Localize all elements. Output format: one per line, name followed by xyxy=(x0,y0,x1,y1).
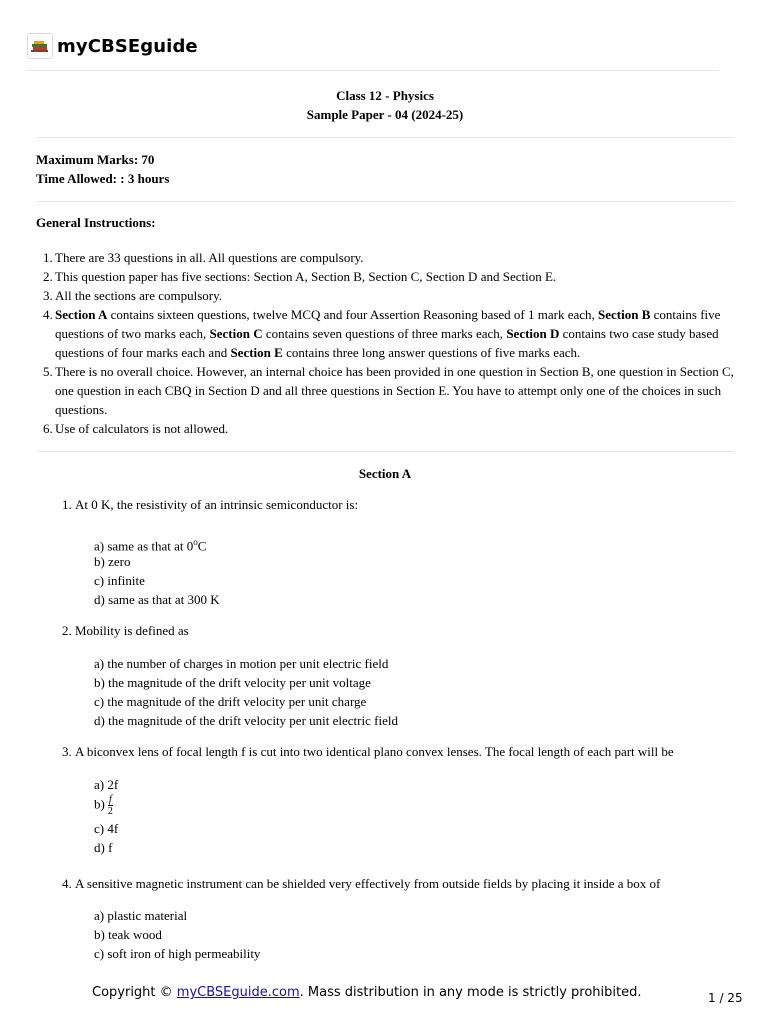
question-4-options xyxy=(94,906,260,963)
option-b[interactable]: b) $\frac{f}{2}$ xyxy=(94,794,113,817)
option-d[interactable]: d) the magnitude of the drift velocity per unit electric field xyxy=(94,713,398,728)
divider xyxy=(36,137,734,138)
option-c[interactable]: c) 4f xyxy=(94,821,119,836)
brand-name: myCBSEguide xyxy=(57,35,198,57)
divider xyxy=(36,201,734,202)
copyright-footer: Copyright © myCBSEguide.com. Mass distribution in any mode is strictly prohibited. xyxy=(92,985,642,1000)
max-marks: Maximum Marks: 70 xyxy=(36,152,155,167)
time-allowed: Time Allowed: : 3 hours xyxy=(36,171,170,186)
instruction-item: 1. There are 33 questions in all. All questions are compulsory. xyxy=(43,250,364,265)
general-instructions-heading: General Instructions: xyxy=(36,215,156,230)
option-c[interactable]: c) the magnitude of the drift velocity per unit charge xyxy=(94,694,367,709)
paper-title-sample: Sample Paper - 04 (2024-25) xyxy=(306,107,464,122)
question-1-options xyxy=(94,533,220,609)
paper-title xyxy=(36,86,734,124)
option-b[interactable]: b) teak wood xyxy=(94,927,162,942)
option-a[interactable]: a) 2f xyxy=(94,777,119,792)
question-1: 1. At 0 K, the resistivity of an intrinsic semiconductor is: xyxy=(62,497,359,512)
paper-meta xyxy=(36,150,169,188)
page-number: 1 / 25 xyxy=(708,991,743,1005)
option-a[interactable]: a) the number of charges in motion per unit electric field xyxy=(94,656,389,671)
instruction-item: 4. Section A contains sixteen questions, twelve MCQ and four Assertion Reasoning based of 1 mark each, Section B contains five questions of two marks each, Section C contains seven questions of three marks each, Section D contains two case study based questions of four marks each and Section E contains three long answer questions of five marks each. xyxy=(43,307,721,360)
option-d[interactable]: d) same as that at 300 K xyxy=(94,592,220,607)
section-a-heading: Section A xyxy=(358,466,412,481)
question-2: 2. Mobility is defined as xyxy=(62,623,189,638)
instruction-item: 3. All the sections are compulsory. xyxy=(43,288,223,303)
paper-title-class: Class 12 - Physics xyxy=(336,88,434,103)
option-b[interactable]: b) the magnitude of the drift velocity per unit voltage xyxy=(94,675,371,690)
option-c[interactable]: c) infinite xyxy=(94,573,145,588)
mycbseguide-logo-icon xyxy=(27,33,53,59)
question-4: 4. A sensitive magnetic instrument can be shielded very effectively from outside fields by placing it inside a box of xyxy=(62,876,661,891)
option-d[interactable]: d) f xyxy=(94,840,113,855)
mycbseguide-link[interactable]: myCBSEguide.com xyxy=(176,985,300,1000)
instruction-item: 2. This question paper has five sections: Section A, Section B, Section C, Section D and Section E. xyxy=(43,269,557,284)
instructions-list xyxy=(43,248,735,438)
fraction: $\frac{f}{2}$ xyxy=(107,794,113,817)
question-3: 3. A biconvex lens of focal length f is cut into two identical plano convex lenses. The focal length of each part will be xyxy=(62,744,674,759)
question-2-options xyxy=(94,654,398,730)
instruction-item: 6. Use of calculators is not allowed. xyxy=(43,421,229,436)
brand-header[interactable] xyxy=(27,33,198,59)
instruction-item: 5. There is no overall choice. However, an internal choice has been provided in one question in Section B, one question in Section C, one question in each CBQ in Section D and all three questions in Section E. You have to attempt only one of the choices in such questions. xyxy=(43,364,734,417)
divider xyxy=(36,451,734,452)
option-a[interactable]: a) same as that at 0$^o$C xyxy=(94,537,207,554)
option-a[interactable]: a) plastic material xyxy=(94,908,188,923)
question-3-options xyxy=(94,775,118,857)
option-b[interactable]: b) zero xyxy=(94,554,131,569)
header-divider xyxy=(27,70,719,71)
option-c[interactable]: c) soft iron of high permeability xyxy=(94,946,261,961)
